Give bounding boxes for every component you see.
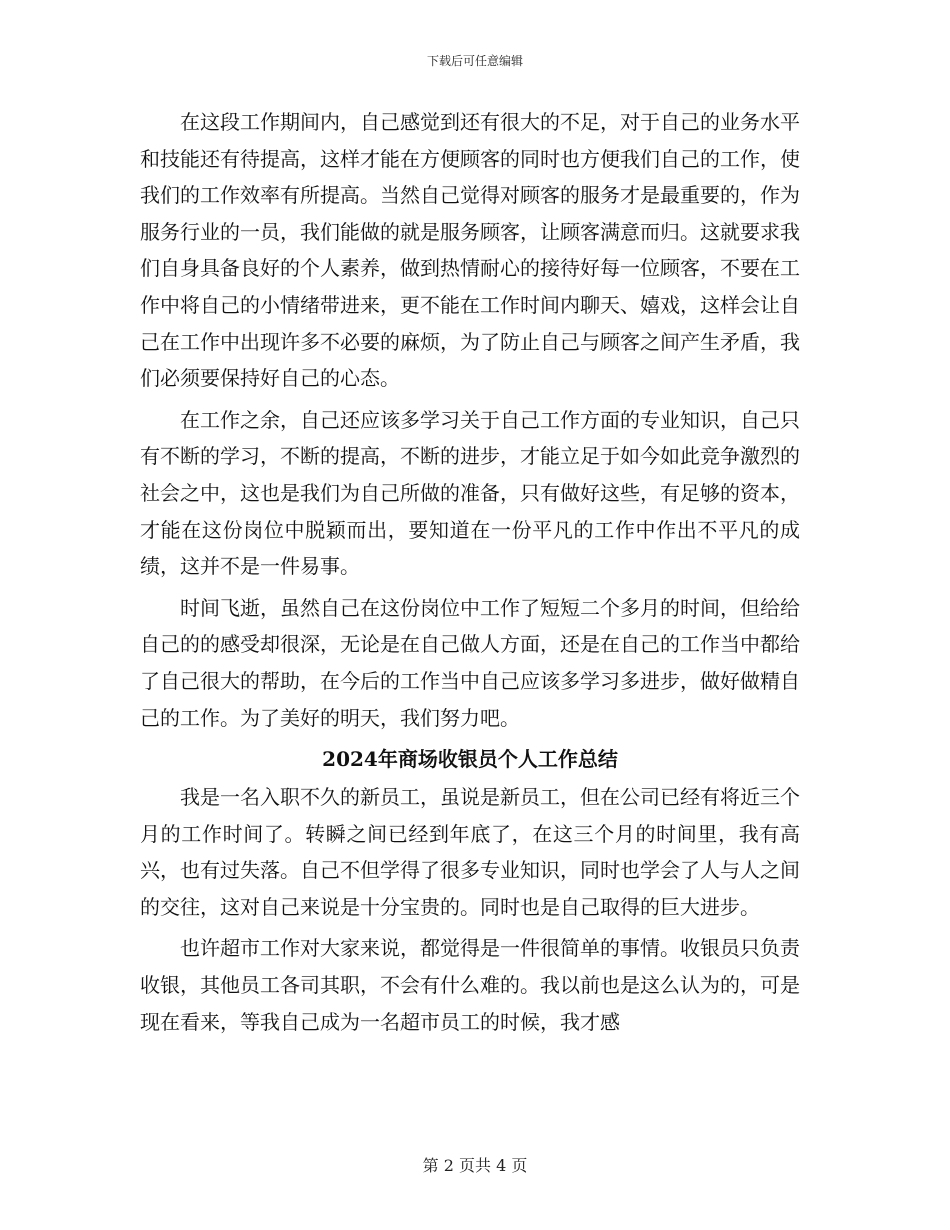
paragraph-supermarket-work: 也许超市工作对大家来说，都觉得是一件很简单的事情。收银员只负责收银，其他员工各司其职，不会有什么难的。我以前也是这么认为的，可是现在看来，等我自己成为一名超市员工的时候，我才感 [140,936,800,1034]
paragraph-time-flies: 时间飞逝，虽然自己在这份岗位中工作了短短二个多月的时间，但给给自己的的感受却很深，无论是在自己做人方面，还是在自己的工作当中都给了自己很大的帮助，在今后的工作当中自己应该多学习多进步，做好做精自己的工作。为了美好的明天，我们努力吧。 [140,595,800,730]
page-footer: 第 2 页共 4 页 [422,1156,528,1175]
section-title: 2024年商场收银员个人工作总结 [322,747,618,772]
document-body [140,104,800,1040]
paragraph-work-reflection: 在这段工作期间内，自己感觉到还有很大的不足，对于自己的业务水平和技能还有待提高，这样才能在方便顾客的同时也方便我们自己的工作，使我们的工作效率有所提高。当然自己觉得对顾客的服务才是最重要的，作为服务行业的一员，我们能做的就是服务顾客，让顾客满意而归。这就要求我们自身具备良好的个人素养，做到热情耐心的接待好每一位顾客，不要在工作中将自己的小情绪带进来，更不能在工作时间内聊天、嬉戏，这样会让自己在工作中出现许多不必要的麻烦，为了防止自己与顾客之间产生矛盾，我们必须要保持好自己的心态。 [140,110,800,391]
page-header: 下载后可任意编辑 [426,54,523,68]
paragraph-self-study: 在工作之余，自己还应该多学习关于自己工作方面的专业知识，自己只有不断的学习，不断的提高，不断的进步，才能立足于如今如此竞争激烈的社会之中，这也是我们为自己所做的准备，只有做好这些，有足够的资本，才能在这份岗位中脱颖而出，要知道在一份平凡的工作中作出不平凡的成绩，这并不是一件易事。 [140,407,800,579]
paragraph-new-employee: 我是一名入职不久的新员工，虽说是新员工，但在公司已经有将近三个月的工作时间了。转瞬之间已经到年底了，在这三个月的时间里，我有高兴，也有过失落。自己不但学得了很多专业知识，同时也学会了人与人之间的交往，这对自己来说是十分宝贵的。同时也是自己取得的巨大进步。 [140,785,800,919]
